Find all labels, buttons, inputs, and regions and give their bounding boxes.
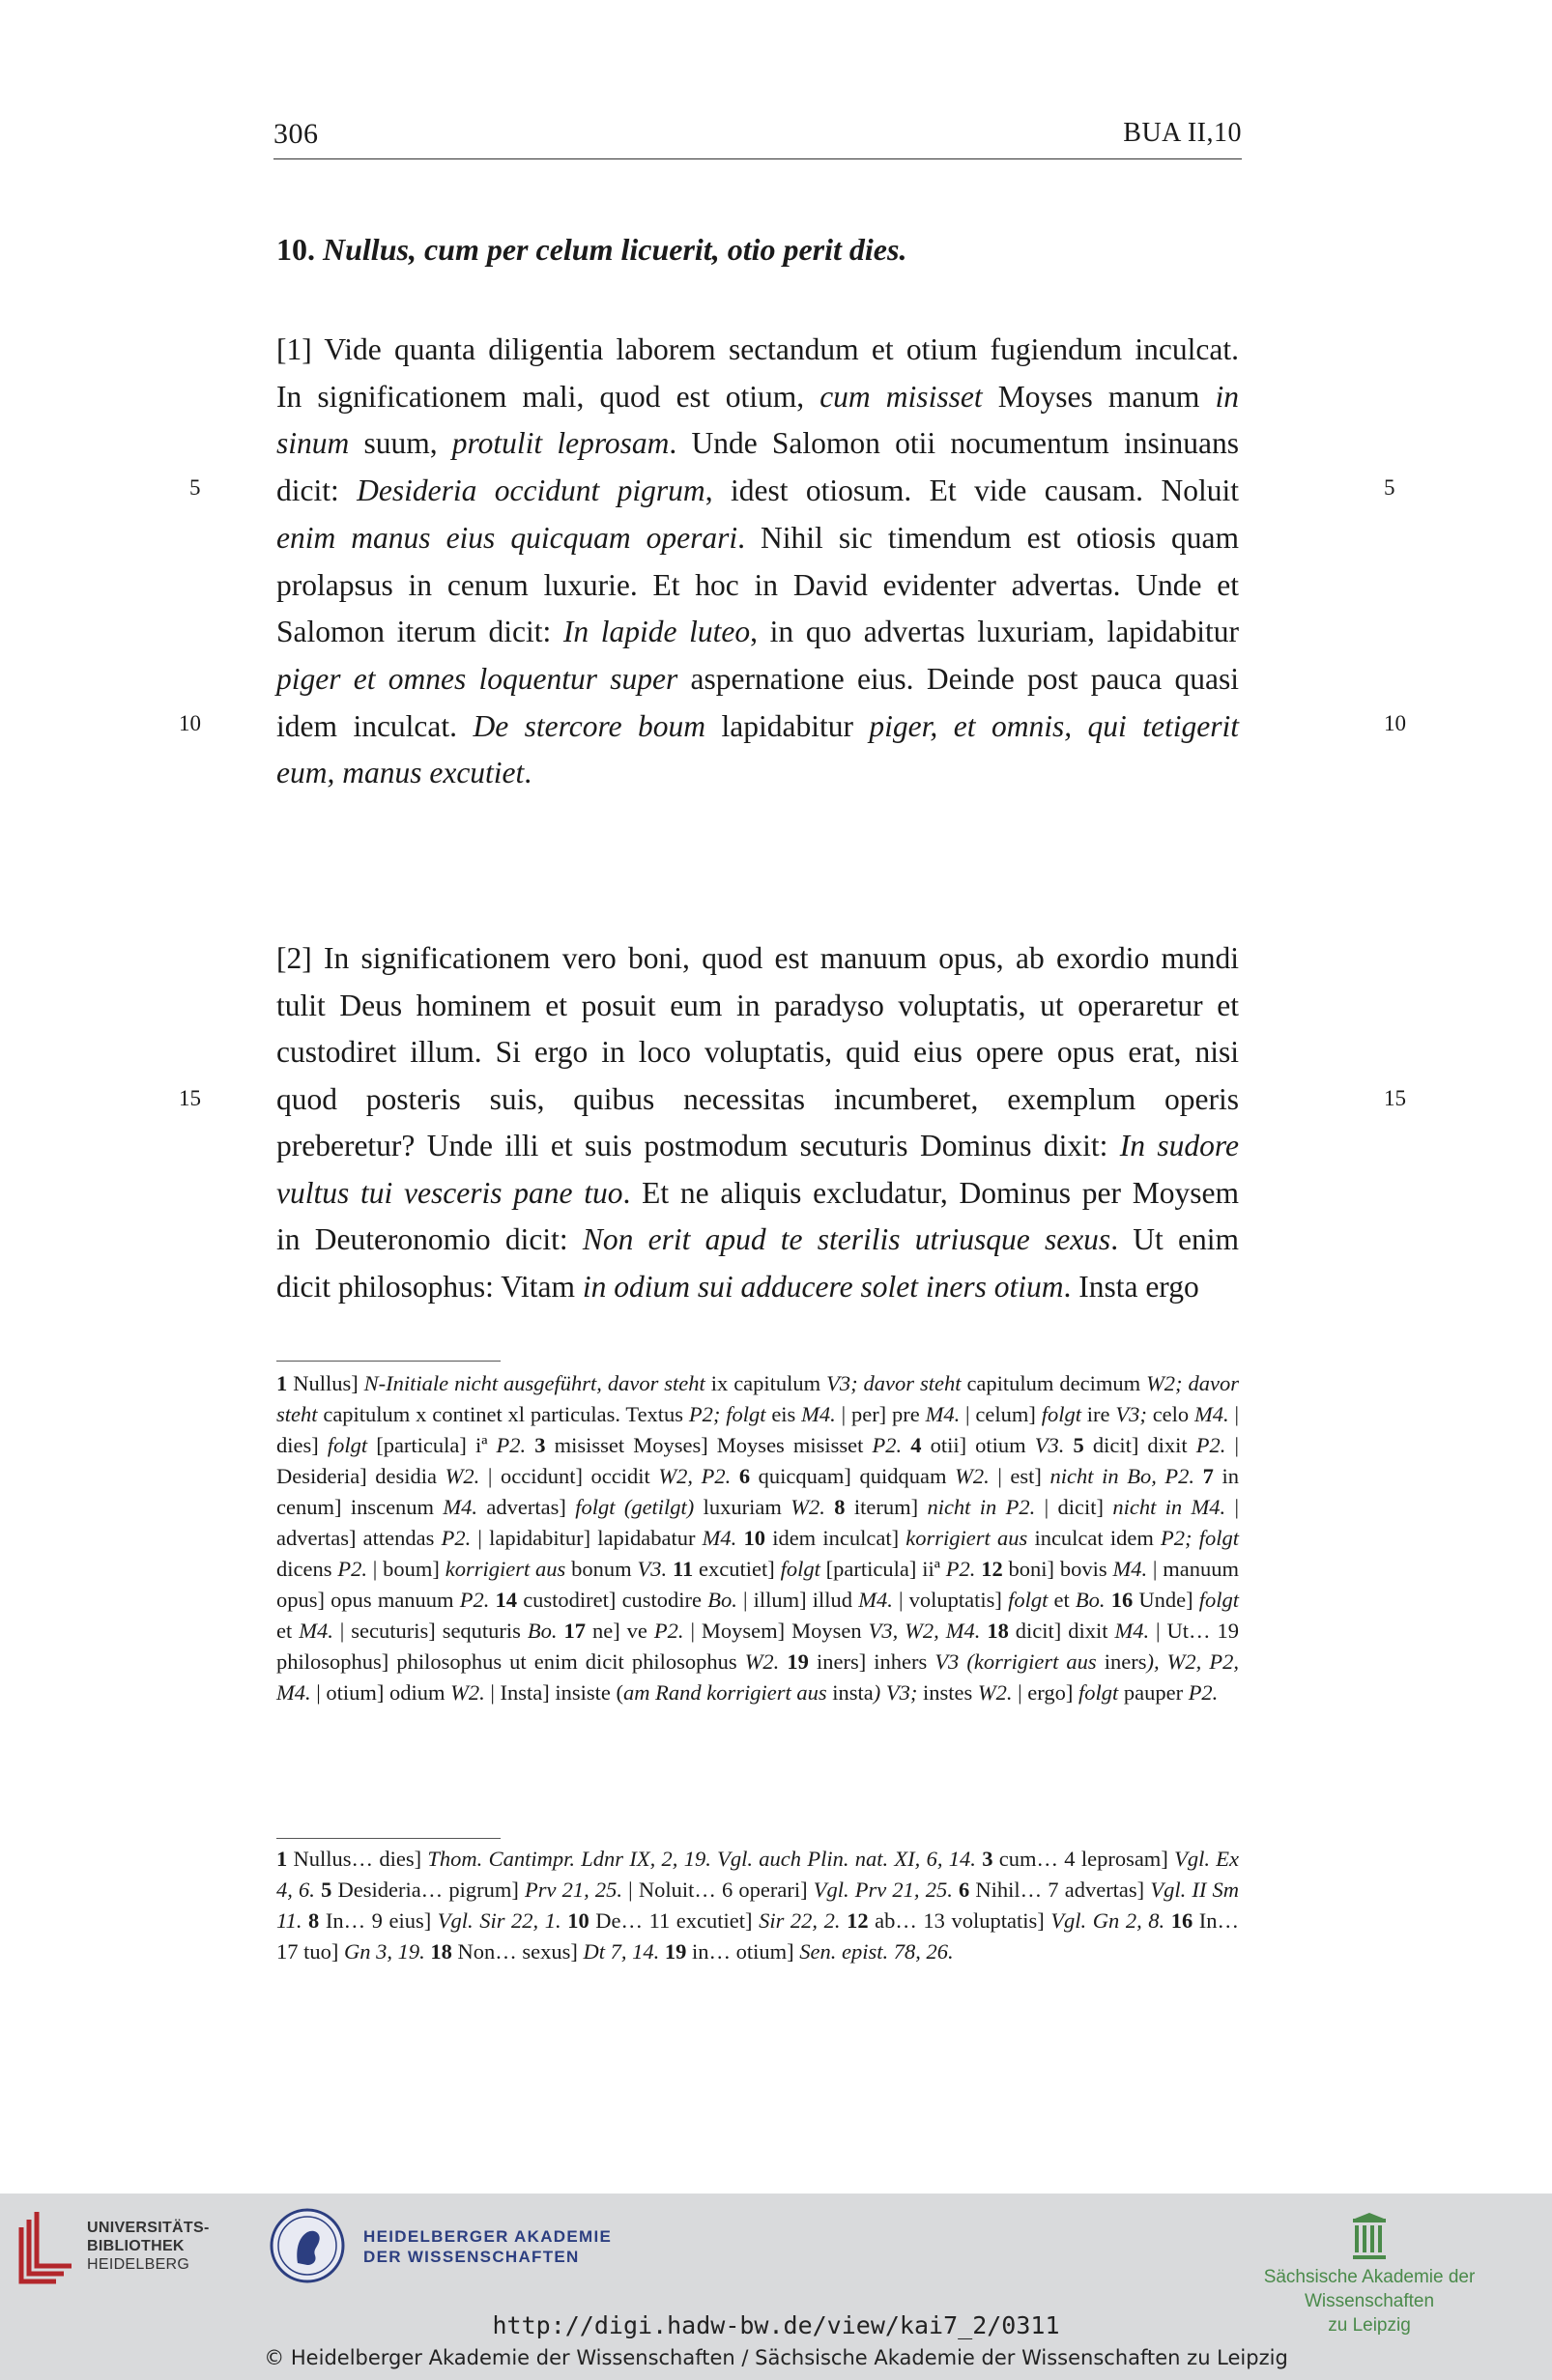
apparatus-run: M4. (1112, 1557, 1148, 1581)
text-run: . Ut enim (1110, 1222, 1239, 1256)
line-number-right-15: 15 (1384, 1086, 1406, 1110)
text-line (276, 1076, 1239, 1123)
text-run: In sudore (1119, 1129, 1239, 1162)
apparatus-run: M4. (702, 1526, 737, 1550)
apparatus-run: folgt (1078, 1680, 1119, 1705)
apparatus-run: Prv 21, 25. (524, 1878, 623, 1902)
apparatus-run: otii] otium (921, 1433, 1035, 1457)
apparatus-run: [particula] iiª (819, 1557, 946, 1581)
chapter-number: 10. (276, 232, 315, 267)
apparatus-run: 12 (847, 1908, 869, 1933)
apparatus-run: ire (1080, 1402, 1116, 1426)
apparatus-run: 6 (738, 1464, 751, 1488)
apparatus-run: P2. (872, 1433, 903, 1457)
apparatus-run: | illum] illud (736, 1588, 859, 1612)
apparatus-run: insta (826, 1680, 874, 1705)
apparatus-run: bonum (565, 1557, 638, 1581)
text-run: protulit leprosam (451, 426, 670, 461)
text-run: lapidabitur (705, 708, 870, 743)
apparatus-run: boni] bovis (1002, 1557, 1113, 1581)
apparatus-run: in… otium] (686, 1939, 800, 1964)
apparatus-run: 18 (430, 1939, 452, 1964)
text-run: preberetur? Unde illi et suis postmodum secuturis Dominus dixit: (276, 1129, 1120, 1162)
text-run: cum misisset (819, 379, 983, 414)
apparatus-run: Bo. (1075, 1588, 1106, 1612)
apparatus-run: 3 (982, 1847, 993, 1871)
text-run: [1] Vide quanta diligentia laborem sectandum et otium fugiendum inculcat. (276, 332, 1239, 366)
apparatus-run: ab… 13 voluptatis] (868, 1908, 1051, 1933)
source-url-link[interactable]: http://digi.hadw-bw.de/view/kai7_2/0311 (492, 2311, 1060, 2339)
text-run: In lapide luteo (562, 615, 751, 649)
apparatus-run: Dt 7, 14. (583, 1939, 660, 1964)
apparatus-run: W2. (955, 1464, 990, 1488)
apparatus-run: | Noluit… 6 operari] (622, 1878, 814, 1902)
apparatus-run: instes (917, 1680, 978, 1705)
text-run: Salomon iterum dicit: (276, 615, 563, 649)
text-run: sinum (276, 426, 350, 461)
apparatus-run: nicht in Bo, P2. (1049, 1464, 1195, 1488)
text-run: quod posteris suis, quibus necessitas incumberet, exemplum operis (276, 1081, 1239, 1116)
apparatus-critical-rule (276, 1361, 501, 1362)
text-run: prolapsus in cenum luxurie. Et hoc in David evidenter advertas. Unde et (276, 567, 1239, 602)
apparatus-run: Desideria… pigrum] (331, 1878, 525, 1902)
apparatus-run: | Insta] insiste ( (484, 1680, 623, 1705)
text-run: , in quo advertas luxuriam, lapidabitur (750, 615, 1239, 649)
apparatus-run: 1 (276, 1371, 288, 1395)
apparatus-run: P2. (337, 1557, 367, 1581)
apparatus-run: korrigiert aus (905, 1526, 1028, 1550)
apparatus-run: 19 (787, 1649, 809, 1674)
apparatus-run: P2. (653, 1619, 684, 1643)
apparatus-run: M4. (299, 1619, 333, 1643)
hadw-line-1: HEIDELBERGER AKADEMIE (363, 2227, 613, 2246)
apparatus-run: M4. (1194, 1402, 1229, 1426)
text-run: . Unde Salomon otii nocumentum insinuans (669, 426, 1239, 461)
text-line (276, 983, 1239, 1029)
apparatus-run: nicht in M4. (1112, 1495, 1226, 1519)
apparatus-run: nicht in P2. (927, 1495, 1036, 1519)
apparatus-run: Nullus] (287, 1371, 364, 1395)
ub-line-3: HEIDELBERG (87, 2256, 190, 2273)
apparatus-run: P2. (441, 1526, 472, 1550)
apparatus-run: | manuum opus] opus manuum (276, 1557, 1240, 1612)
apparatus-run: V3. (637, 1557, 668, 1581)
apparatus-run: misisset Moyses] Moyses misisset (545, 1433, 873, 1457)
page-number: 306 (273, 118, 319, 150)
text-line (276, 327, 1239, 373)
apparatus-run: capitulum x continet xl particulas. Textus (317, 1402, 689, 1426)
running-title: BUA II,10 (1123, 118, 1242, 148)
apparatus-run: | est] (989, 1464, 1050, 1488)
header-rule (273, 158, 1242, 159)
apparatus-run: [particula] iª (367, 1433, 497, 1457)
apparatus-run: 1 (276, 1847, 288, 1871)
text-run: custodiret illum. Si ergo in loco voluptatis, quid eius opere opus erat, nisi (276, 1035, 1239, 1069)
text-run: In significationem mali, quod est otium, (276, 379, 820, 414)
apparatus-run: | voluptatis] (892, 1588, 1009, 1612)
apparatus-run: | advertas] attendas (276, 1495, 1240, 1550)
text-line (276, 1029, 1239, 1075)
apparatus-run: ne] ve (586, 1619, 654, 1643)
ub-line-2: BIBLIOTHEK (87, 2238, 185, 2254)
apparatus-run: dicit] dixit (1008, 1619, 1115, 1643)
apparatus-run: 10 (743, 1526, 765, 1550)
apparatus-run: 16 (1110, 1588, 1134, 1612)
line-number-right-10: 10 (1384, 711, 1406, 735)
apparatus-run: korrigiert aus (445, 1557, 566, 1581)
apparatus-run: folgt (1198, 1588, 1240, 1612)
apparatus-run: Nihil… 7 advertas] (969, 1878, 1151, 1902)
apparatus-run: Sir 22, 2. (759, 1908, 841, 1933)
apparatus-run: Sen. epist. 78, 26. (799, 1939, 954, 1964)
text-run: . Insta ergo (1063, 1269, 1199, 1304)
apparatus-run: pauper (1118, 1680, 1189, 1705)
apparatus-run: am Rand korrigiert aus (623, 1680, 827, 1705)
apparatus-run: celo (1146, 1402, 1195, 1426)
text-run: aspernatione eius. Deinde post pauca quasi (677, 661, 1239, 696)
apparatus-run: W2, P2. (658, 1464, 732, 1488)
line-number-left-10: 10 (179, 711, 201, 735)
apparatus-critical (276, 1368, 1239, 1708)
apparatus-run: P2. (945, 1557, 976, 1581)
apparatus-run: folgt (327, 1433, 368, 1457)
apparatus-run: cum… 4 leprosam] (992, 1847, 1175, 1871)
apparatus-run: W2; davor steht (276, 1371, 1239, 1426)
apparatus-run: W2. (450, 1680, 485, 1705)
text-run: Desideria occidunt pigrum (357, 473, 705, 508)
text-run: in odium sui adducere solet iners otium (582, 1269, 1064, 1304)
apparatus-run: 14 (495, 1588, 518, 1612)
apparatus-run: Non… sexus] (451, 1939, 584, 1964)
apparatus-run: N-Initiale nicht ausgeführt, davor steht (363, 1371, 705, 1395)
apparatus-run: Vgl. Gn 2, 8. (1050, 1908, 1165, 1933)
apparatus-run: 6 (959, 1878, 970, 1902)
apparatus-run: W2. (977, 1680, 1013, 1705)
line-number-left-5: 5 (189, 475, 201, 500)
apparatus-run: 16 (1170, 1908, 1193, 1933)
apparatus-run: M4. (443, 1495, 478, 1519)
apparatus-run: P2. (1195, 1433, 1226, 1457)
saxon-academy-logo-icon (1349, 2213, 1390, 2261)
saxon-line-2: zu Leipzig (1328, 2315, 1411, 2336)
apparatus-run: P2. (1188, 1680, 1219, 1705)
apparatus-run: custodiret] custodire (517, 1588, 708, 1612)
apparatus-run: M4. (801, 1402, 836, 1426)
apparatus-run: 19 (664, 1939, 687, 1964)
apparatus-run: Vgl. II Sm 11. (276, 1878, 1239, 1933)
apparatus-run: V3, W2, M4. (868, 1619, 981, 1643)
apparatus-sources (276, 1844, 1239, 1967)
apparatus-run: Unde] (1133, 1588, 1199, 1612)
text-run: vultus tui vesceris pane tuo (276, 1175, 623, 1210)
apparatus-run: 7 (1202, 1464, 1214, 1488)
apparatus-run: V3; (1115, 1402, 1147, 1426)
apparatus-run: et (276, 1619, 300, 1643)
apparatus-run: M4. (925, 1402, 961, 1426)
text-run: De stercore boum (473, 708, 706, 743)
apparatus-run: 4 (910, 1433, 922, 1457)
apparatus-run: Nullus… dies] (287, 1847, 428, 1871)
apparatus-run: iners (1096, 1649, 1147, 1674)
apparatus-run: P2. (496, 1433, 527, 1457)
apparatus-run: 10 (567, 1908, 589, 1933)
text-line (276, 656, 1239, 703)
apparatus-run: 18 (987, 1619, 1009, 1643)
apparatus-run: | Ut… 19 philosophus] philosophus ut enim dicit philosophus (276, 1619, 1239, 1674)
ub-line-1: UNIVERSITÄTS- (87, 2220, 210, 2236)
apparatus-run: idem inculcat] (765, 1526, 906, 1550)
apparatus-run: excutiet] (693, 1557, 781, 1581)
apparatus-run: capitulum decimum (961, 1371, 1147, 1395)
apparatus-run: inculcat idem (1027, 1526, 1162, 1550)
text-run: enim manus eius quicquam operari (276, 520, 738, 555)
apparatus-run: advertas] (477, 1495, 576, 1519)
text-run: piger et omnes loquentur super (276, 661, 678, 696)
apparatus-run: 8 (834, 1495, 846, 1519)
apparatus-run: dicit] dixit (1083, 1433, 1196, 1457)
apparatus-run: | dicit] (1035, 1495, 1113, 1519)
line-number-right-5: 5 (1384, 475, 1395, 500)
apparatus-run: iterum] (845, 1495, 928, 1519)
text-line (276, 515, 1239, 561)
academy-seal-icon (269, 2207, 346, 2284)
apparatus-run: | celum] (960, 1402, 1042, 1426)
apparatus-run: | secuturis] sequturis (332, 1619, 528, 1643)
apparatus-run: P2; folgt (688, 1402, 766, 1426)
apparatus-run: | occidunt] occidit (479, 1464, 659, 1488)
apparatus-run: Bo. (707, 1588, 737, 1612)
apparatus-run: V3 (korrigiert aus (934, 1649, 1097, 1674)
apparatus-run: | Moysem] Moysen (683, 1619, 869, 1643)
apparatus-run: Bo. (527, 1619, 558, 1643)
apparatus-run (1194, 1464, 1203, 1488)
apparatus-run: V3; davor steht (826, 1371, 962, 1395)
apparatus-run: et (1048, 1588, 1076, 1612)
apparatus-run (558, 1619, 564, 1643)
apparatus-run: In… 17 tuo] (276, 1908, 1240, 1964)
text-run: piger, et omnis, qui tetigerit (869, 708, 1239, 743)
apparatus-run: V3. (1034, 1433, 1065, 1457)
apparatus-run: W2. (445, 1464, 480, 1488)
text-run: in Deuteronomio dicit: (276, 1222, 583, 1256)
apparatus-run: ), W2, P2, M4. (276, 1649, 1239, 1705)
apparatus-run (736, 1526, 743, 1550)
line-number-left-15: 15 (179, 1086, 201, 1110)
text-line (276, 562, 1239, 609)
apparatus-run: | boum] (366, 1557, 445, 1581)
apparatus-run (1164, 1908, 1171, 1933)
apparatus-run (731, 1464, 739, 1488)
copyright-notice: © Heidelberger Akademie der Wissenschaften / Sächsische Akademie der Wissenschaften zu Leipzig (264, 2346, 1288, 2369)
text-run: in (1215, 379, 1239, 414)
text-run: dicit: (276, 473, 358, 508)
university-library-name (87, 2219, 210, 2274)
apparatus-run: 8 (308, 1908, 320, 1933)
apparatus-run: M4. (1114, 1619, 1150, 1643)
apparatus-run: | per] pre (835, 1402, 926, 1426)
text-line (276, 935, 1239, 982)
academy-name (363, 2226, 612, 2267)
text-run: Non erit apud te sterilis utriusque sexus (582, 1222, 1111, 1256)
text-run: tulit Deus hominem et posuit eum in paradyso voluptatis, ut operaretur et (276, 988, 1239, 1022)
text-line (276, 703, 1239, 750)
text-run: . (524, 756, 532, 790)
apparatus-run: 11 (672, 1557, 694, 1581)
apparatus-run: P2. (459, 1588, 490, 1612)
apparatus-run: 5 (321, 1878, 332, 1902)
text-run: . Nihil sic timendum est otiosis quam (737, 520, 1239, 555)
apparatus-run: | lapidabitur] lapidabatur (471, 1526, 703, 1550)
apparatus-run: iners] inhers (808, 1649, 935, 1674)
apparatus-run (902, 1433, 910, 1457)
apparatus-run: 3 (534, 1433, 546, 1457)
text-run: [2] In significationem vero boni, quod est manuum opus, ab exordio mundi (276, 941, 1239, 975)
apparatus-run: ) V3; (873, 1680, 918, 1705)
apparatus-run: De… 11 excutiet] (589, 1908, 760, 1933)
text-line (276, 750, 1239, 796)
apparatus-run: Vgl. Prv 21, 25. (813, 1878, 953, 1902)
text-line (276, 468, 1239, 514)
apparatus-run: in cenum] inscenum (276, 1464, 1240, 1519)
apparatus-run (526, 1433, 534, 1457)
apparatus-run: eis (765, 1402, 802, 1426)
text-run: eum, manus excutiet (276, 756, 525, 790)
apparatus-run: Vgl. Sir 22, 1. (437, 1908, 561, 1933)
text-line (276, 420, 1239, 467)
apparatus-run: 12 (981, 1557, 1003, 1581)
apparatus-run: Thom. Cantimpr. Ldnr IX, 2, 19. Vgl. auch Plin. nat. XI, 6, 14. (427, 1847, 976, 1871)
saxon-line-1: Sächsische Akademie der Wissenschaften (1263, 2267, 1476, 2311)
text-line (276, 1170, 1239, 1217)
text-line (276, 609, 1239, 655)
apparatus-run: Gn 3, 19. (344, 1939, 425, 1964)
apparatus-run: | dies] (276, 1402, 1239, 1457)
chapter-title: Nullus, cum per celum licuerit, otio perit dies. (323, 232, 907, 267)
text-line (276, 1217, 1239, 1263)
apparatus-run: folgt (1041, 1402, 1081, 1426)
apparatus-run: folgt (getilgt) (575, 1495, 695, 1519)
apparatus-run: W2. (744, 1649, 780, 1674)
university-library-logo-icon (17, 2208, 73, 2285)
apparatus-run: P2; folgt (1161, 1526, 1239, 1550)
apparatus-run: folgt (1008, 1588, 1049, 1612)
apparatus-run: dicens (276, 1557, 338, 1581)
text-line (276, 374, 1239, 420)
text-line (276, 1264, 1239, 1310)
apparatus-run: 17 (563, 1619, 586, 1643)
apparatus-run: luxuriam (694, 1495, 791, 1519)
apparatus-run: In… 9 eius] (319, 1908, 438, 1933)
text-run: suum, (349, 426, 452, 461)
text-run: idem inculcat. (276, 708, 474, 743)
apparatus-run: folgt (780, 1557, 820, 1581)
text-run: dicit philosophus: Vitam (276, 1269, 583, 1304)
apparatus-run: W2. (790, 1495, 825, 1519)
text-run: Moyses manum (982, 379, 1216, 414)
apparatus-run: quicquam] quidquam (750, 1464, 956, 1488)
text-line (276, 1123, 1239, 1169)
apparatus-run: 5 (1073, 1433, 1084, 1457)
text-run: , idest otiosum. Et vide causam. Noluit (704, 473, 1239, 508)
hadw-line-2: DER WISSENSCHAFTEN (363, 2248, 580, 2266)
apparatus-run: Vgl. Ex 4, 6. (276, 1847, 1240, 1902)
apparatus-run: | ergo] (1012, 1680, 1078, 1705)
apparatus-run: | Desideria] desidia (276, 1433, 1239, 1488)
apparatus-sources-rule (276, 1838, 501, 1839)
apparatus-run: | otium] odium (310, 1680, 451, 1705)
apparatus-run (825, 1495, 834, 1519)
apparatus-run: ix capitulum (704, 1371, 827, 1395)
text-run: . Et ne aliquis excludatur, Dominus per Moysem (622, 1175, 1239, 1210)
apparatus-run: M4. (858, 1588, 893, 1612)
chapter-heading (276, 232, 906, 268)
